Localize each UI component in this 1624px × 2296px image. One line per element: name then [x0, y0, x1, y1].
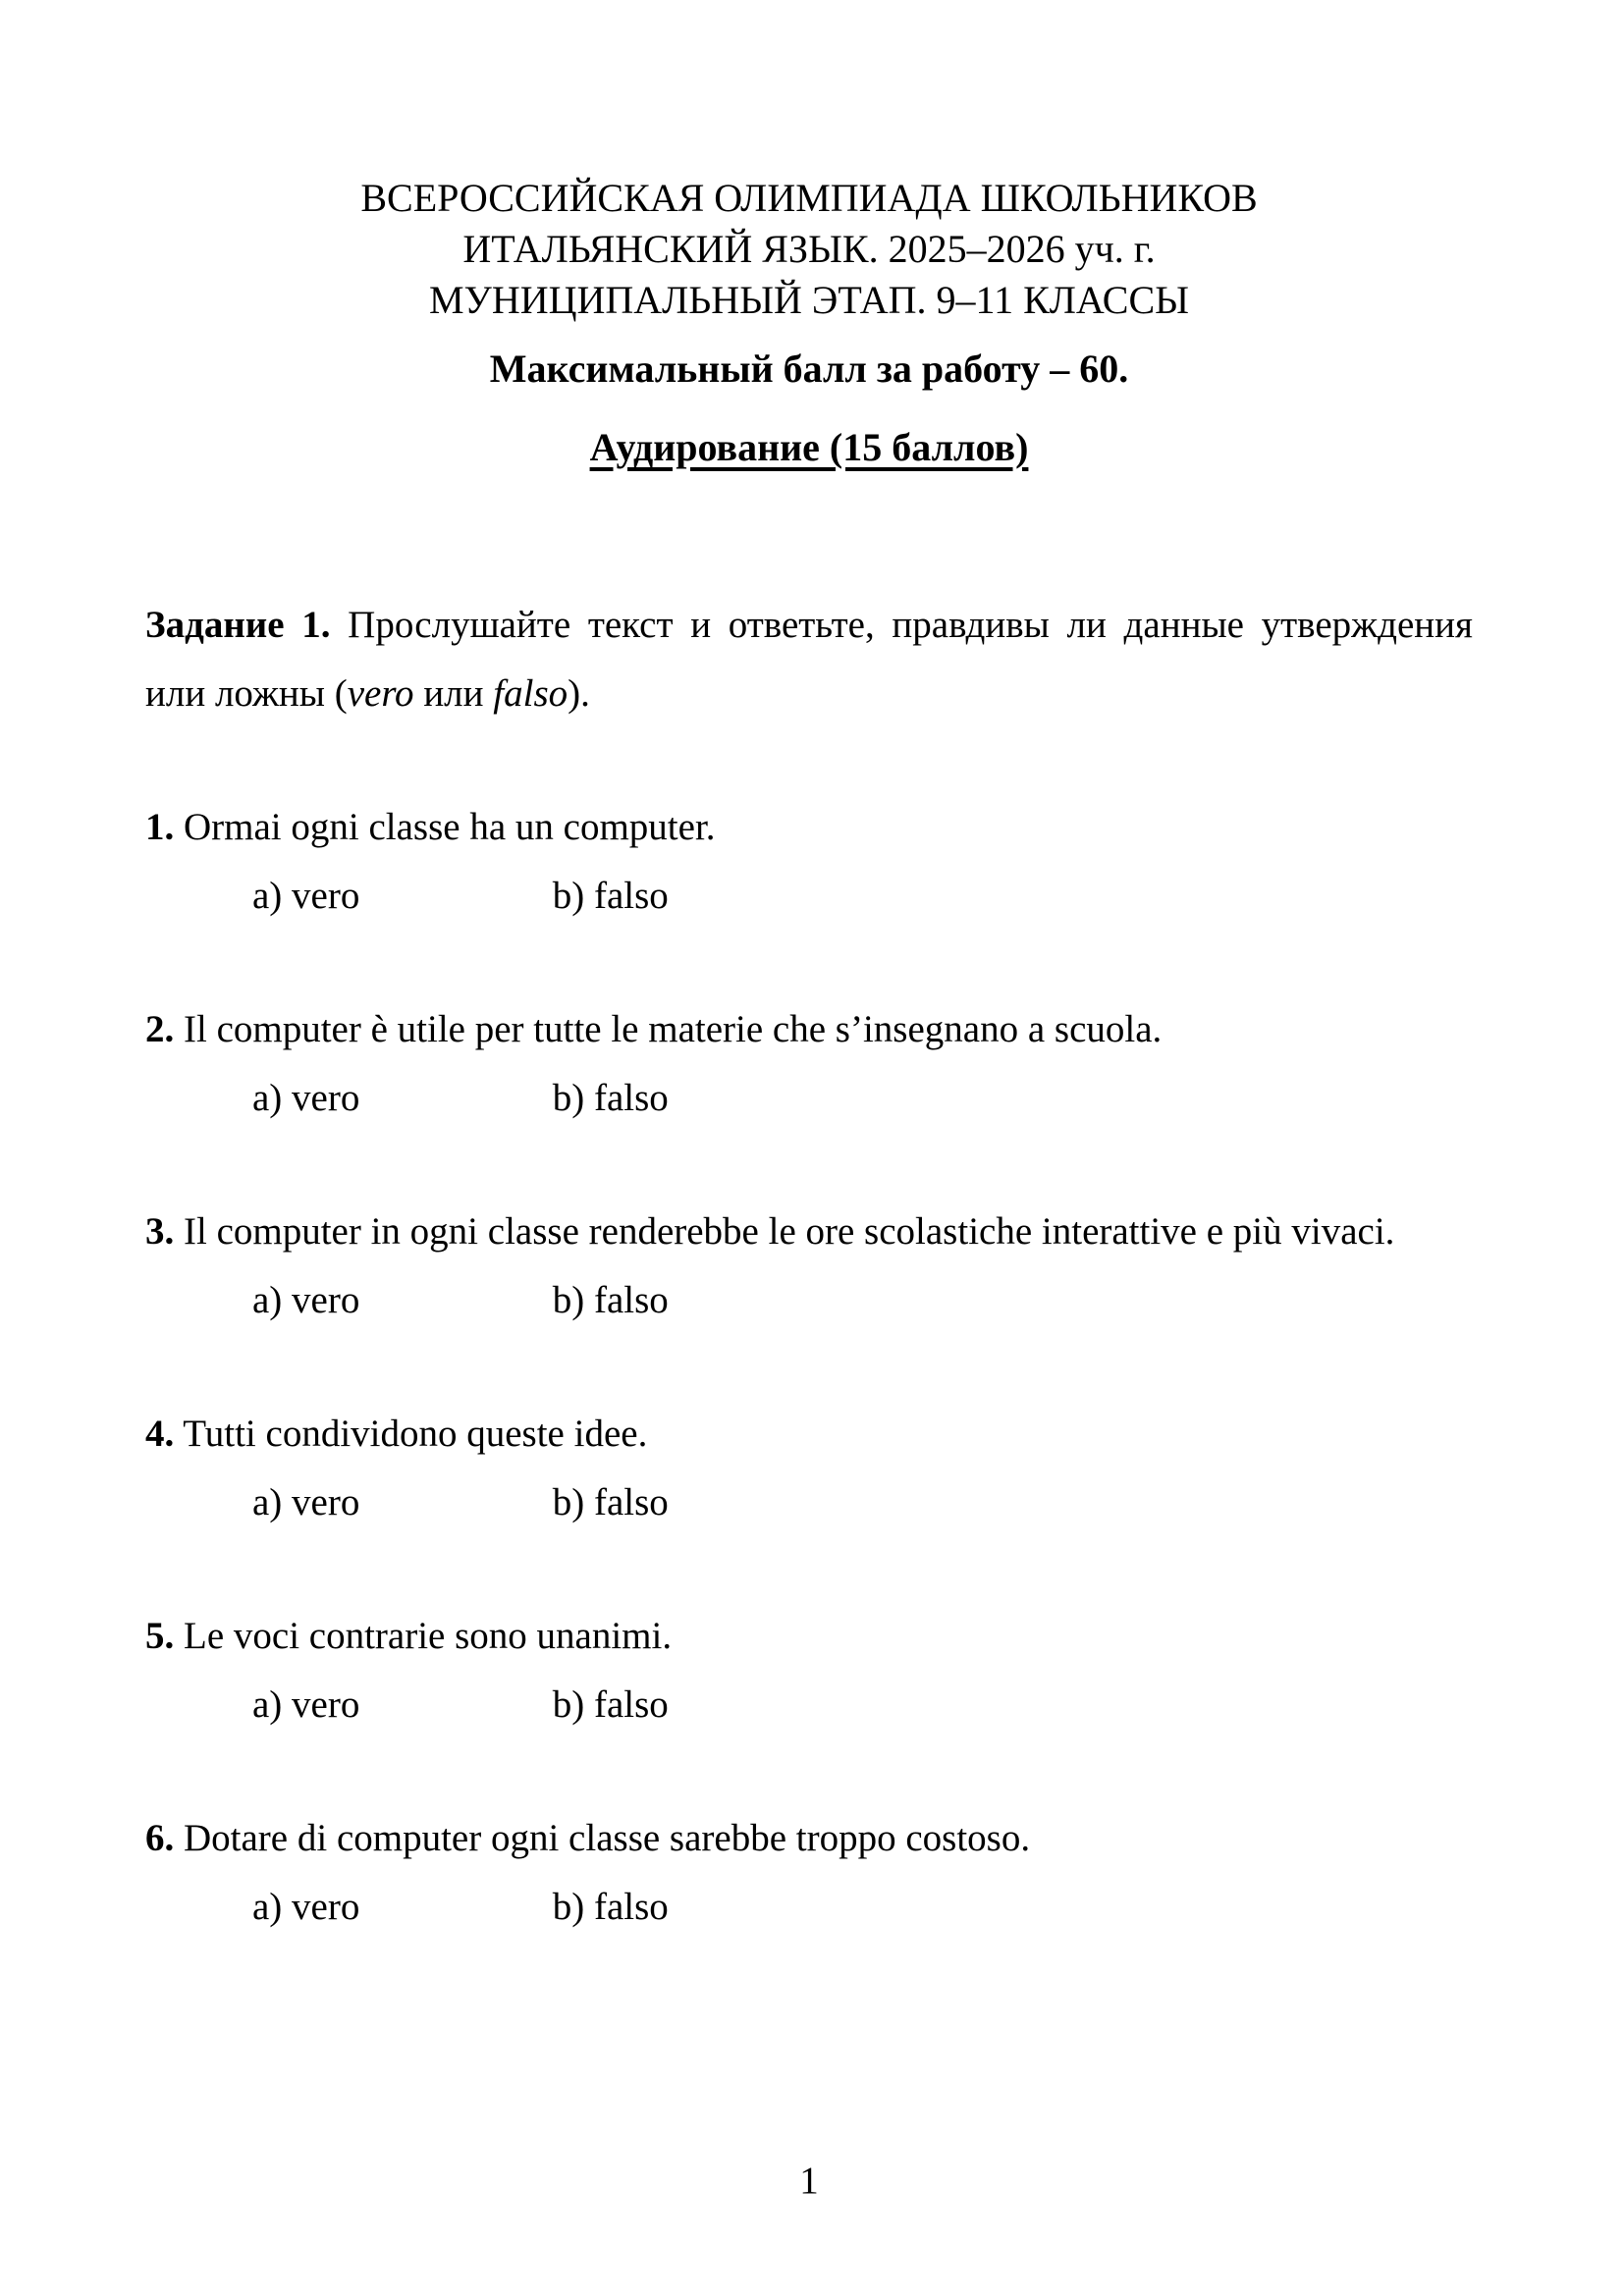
task-label-word: Задание: [145, 604, 285, 646]
task-line2-text: ).: [568, 672, 590, 715]
question-1: [145, 793, 1473, 931]
task-term-falso: falso: [493, 672, 568, 715]
task-term-vero: vero: [347, 672, 414, 715]
section-title: Аудирование (15 баллов): [589, 425, 1029, 469]
question-statement: Ormai ogni classe ha un computer.: [184, 806, 716, 848]
page-content: [145, 0, 1473, 1942]
task-label-number: 1.: [301, 604, 331, 646]
option-vero: a) vero: [252, 1683, 360, 1726]
task-intro-line-1: [145, 591, 1473, 660]
task-word: данные: [1123, 604, 1244, 646]
question-3-options: [145, 1266, 1473, 1335]
task-word: утверждения: [1261, 604, 1473, 646]
question-statement: Tutti condividono queste idee.: [183, 1413, 648, 1455]
question-number: 2.: [145, 1008, 175, 1050]
question-5-text: [145, 1602, 1473, 1671]
task-intro: [145, 591, 1473, 728]
question-number: 5.: [145, 1615, 175, 1657]
option-vero: a) vero: [252, 1886, 360, 1928]
task-word: текст: [587, 604, 674, 646]
task-word: и: [690, 604, 712, 646]
question-statement: Il computer è utile per tutte le materie che s’insegnano a scuola.: [184, 1008, 1163, 1050]
task-line2-text: или: [413, 672, 494, 715]
question-number: 1.: [145, 806, 175, 848]
option-vero: a) vero: [252, 875, 360, 917]
question-4: [145, 1400, 1473, 1537]
question-5-options: [145, 1671, 1473, 1739]
question-statement: Dotare di computer ogni classe sarebbe troppo costoso.: [184, 1817, 1031, 1859]
task-word: ответьте,: [728, 604, 875, 646]
header-line-2: ИТАЛЬЯНСКИЙ ЯЗЫК. 2025–2026 уч. г.: [462, 227, 1156, 271]
question-number: 4.: [145, 1413, 175, 1455]
task-word: ли: [1066, 604, 1107, 646]
question-number: 6.: [145, 1817, 175, 1859]
question-2-text: [145, 995, 1473, 1064]
header-line-3: МУНИЦИПАЛЬНЫЙ ЭТАП. 9–11 КЛАССЫ: [428, 278, 1190, 322]
question-6-options: [145, 1873, 1473, 1942]
question-2: [145, 995, 1473, 1133]
page-number: 1: [799, 2160, 819, 2202]
option-vero: a) vero: [252, 1077, 360, 1119]
question-3: [145, 1198, 1473, 1335]
option-vero: a) vero: [252, 1279, 360, 1321]
question-statement: Il computer in ogni classe renderebbe le ore scolastiche interattive e più vivaci.: [184, 1210, 1395, 1253]
question-4-text: [145, 1400, 1473, 1468]
option-falso: b) falso: [552, 1481, 669, 1523]
document-header: [145, 173, 1473, 326]
question-4-options: [145, 1468, 1473, 1537]
question-5: [145, 1602, 1473, 1739]
task-line2-text: или ложны (: [145, 672, 348, 715]
question-statement: Le voci contrarie sono unanimi.: [184, 1615, 673, 1657]
option-vero: a) vero: [252, 1481, 360, 1523]
question-1-options: [145, 862, 1473, 931]
question-2-options: [145, 1064, 1473, 1133]
question-number: 3.: [145, 1210, 175, 1253]
task-word: правдивы: [892, 604, 1050, 646]
header-line-1: ВСЕРОССИЙСКАЯ ОЛИМПИАДА ШКОЛЬНИКОВ: [360, 176, 1258, 220]
question-3-text: [145, 1198, 1473, 1266]
task-word: Прослушайте: [348, 604, 571, 646]
question-1-text: [145, 793, 1473, 862]
question-6: [145, 1804, 1473, 1942]
task-intro-line-2: [145, 660, 1473, 728]
option-falso: b) falso: [552, 1683, 669, 1726]
option-falso: b) falso: [552, 1077, 669, 1119]
question-6-text: [145, 1804, 1473, 1873]
section-title-row: [145, 422, 1473, 473]
option-falso: b) falso: [552, 1886, 669, 1928]
option-falso: b) falso: [552, 1279, 669, 1321]
max-score-line: Максимальный балл за работу – 60.: [489, 347, 1129, 391]
option-falso: b) falso: [552, 875, 669, 917]
